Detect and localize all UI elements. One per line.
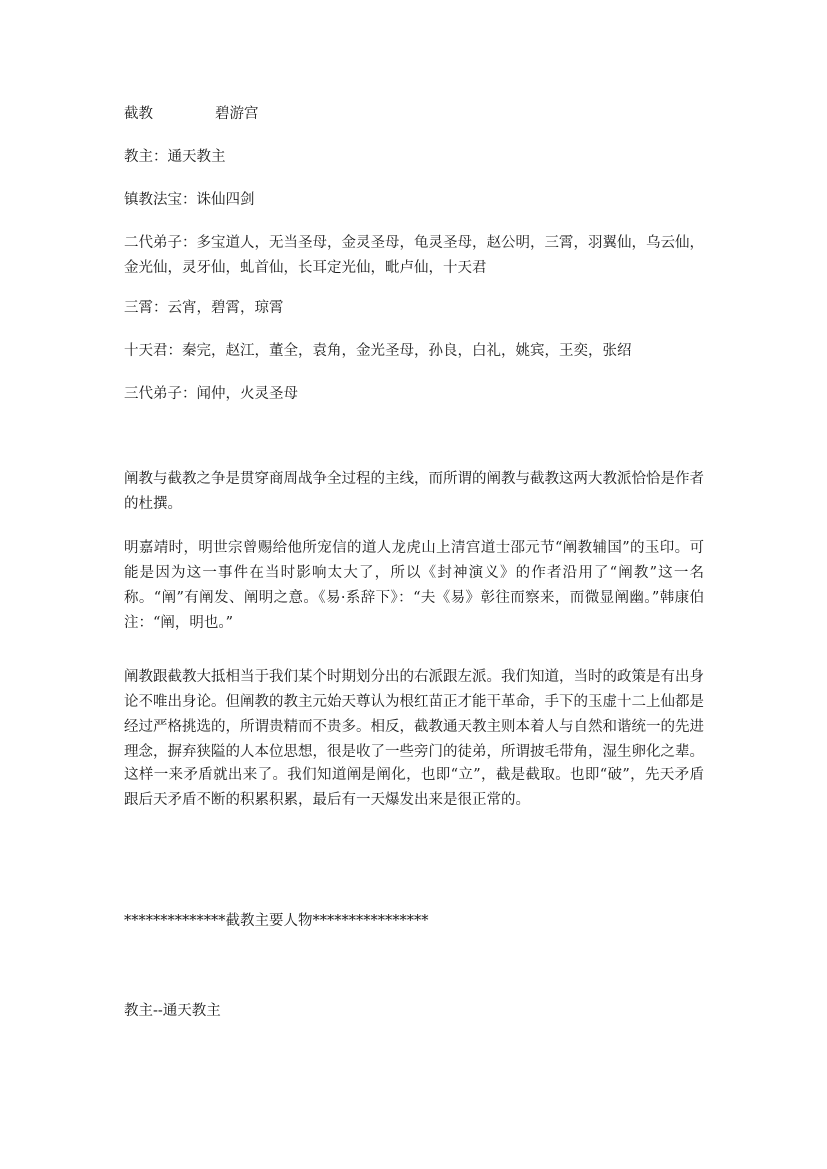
third-gen-line: 三代弟子：闻仲，火灵圣母 (124, 386, 298, 402)
sanxiao-line: 三霄：云宵，碧霄，琼霄 (124, 300, 284, 316)
paragraph-2: 明嘉靖时，明世宗曾赐给他所宠信的道人龙虎山上清宫道士邵元节“阐教辅国”的玉印。可能是因为这一事件在当时影响太大了，所以《封神演义》的作者沿用了“阐教”这一名称。“阐”有阐发、阐明之意。《易·系辞下》：“夫《易》彰往而察来，而微显阐幽。”韩康伯注：“阐，明也。” (124, 540, 704, 631)
sect-name: 截教 (124, 106, 153, 122)
subheading: 教主--通天教主 (124, 1003, 221, 1019)
paragraph-4: 这样一来矛盾就出来了。我们知道阐是阐化，也即“立”，截是截取。也即“破”，先天矛盾跟后天矛盾不断的积累积累，最后有一天爆发出来是很正常的。 (124, 767, 704, 808)
shitianjun-line: 十天君：秦完，赵江，董全，袁角，金光圣母，孙良，白礼，姚宾，王奕，张绍 (124, 343, 632, 359)
palace-name: 碧游宫 (215, 106, 259, 122)
header-line (124, 104, 259, 124)
section-title: **************截教主要人物**************** (124, 913, 429, 929)
second-gen-disciples: 二代弟子：多宝道人，无当圣母，金灵圣母，龟灵圣母，赵公明，三霄，羽翼仙，乌云仙，金光仙，灵牙仙，虬首仙，长耳定光仙，毗卢仙，十天君 (124, 235, 704, 276)
treasure-line: 镇教法宝：诛仙四剑 (124, 192, 255, 208)
paragraph-3: 阐教跟截教大抵相当于我们某个时期划分出的右派跟左派。我们知道，当时的政策是有出身论不唯出身论。但阐教的教主元始天尊认为根红苗正才能干革命，手下的玉虚十二上仙都是经过严格挑选的，所谓贵精而不贵多。相反，截教通天教主则本着人与自然和谐统一的先进理念，摒弃狭隘的人本位思想，很是收了一些旁门的徒弟，所谓披毛带角，湿生卵化之辈。 (124, 669, 704, 760)
master-line: 教主：通天教主 (124, 149, 226, 165)
paragraph-1: 阐教与截教之争是贯穿商周战争全过程的主线，而所谓的阐教与截教这两大教派恰恰是作者的杜撰。 (124, 471, 704, 512)
